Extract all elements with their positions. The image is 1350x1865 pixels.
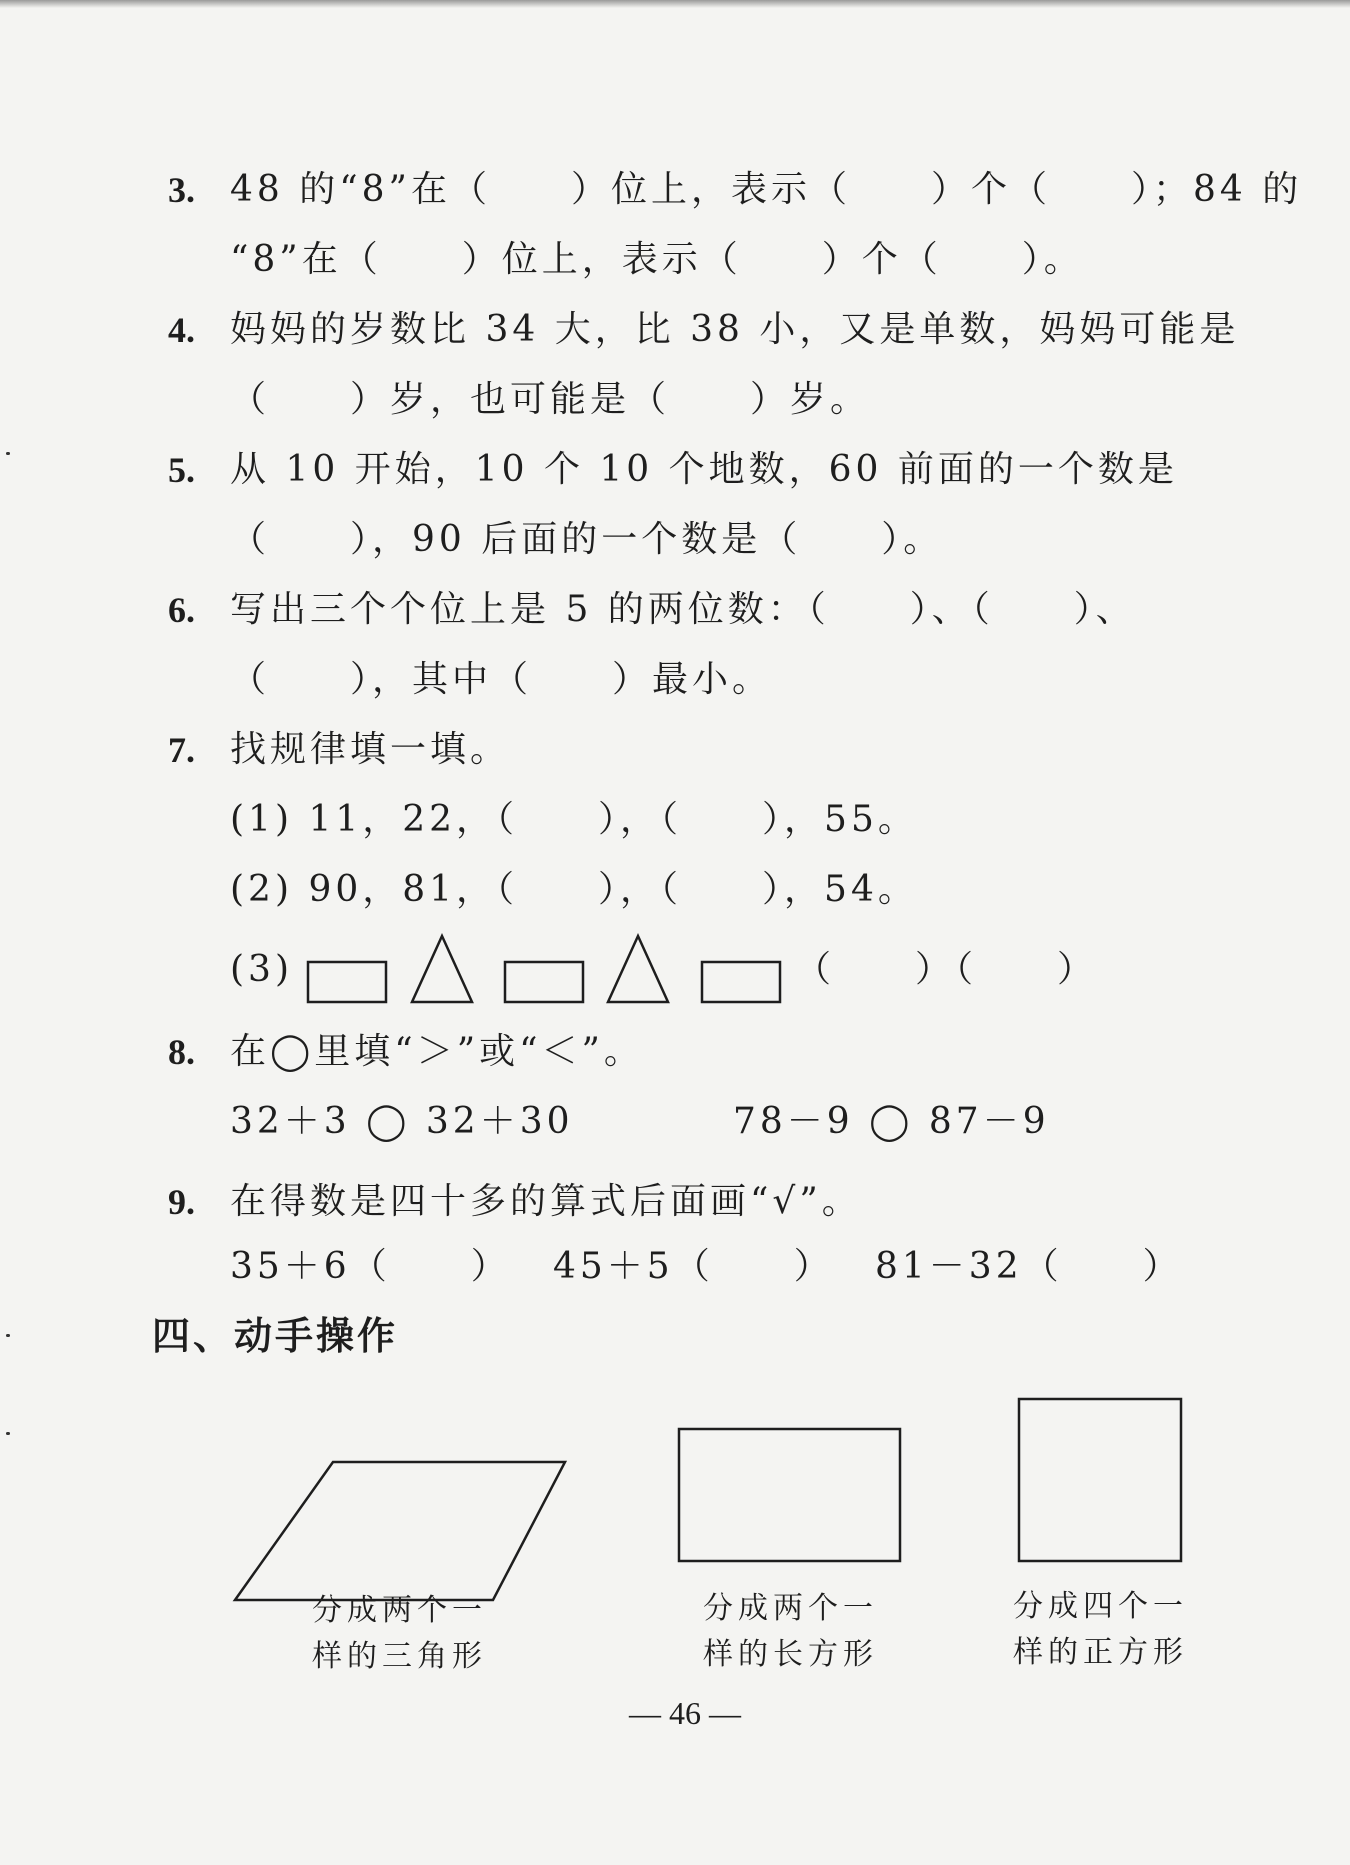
caption-line: 样的三角形: [312, 1639, 487, 1674]
caption-line: 分成四个一: [1013, 1589, 1188, 1624]
triangle-icon: [608, 936, 668, 1002]
question-number: 6.: [168, 590, 195, 630]
parallelogram-figure: [225, 1450, 585, 1610]
scan-top-edge: [0, 0, 1350, 8]
question-line: 找规律填一填。: [230, 729, 511, 770]
question-number: 4.: [168, 310, 195, 350]
question-line: 48 的“8”在（ ）位上，表示（ ）个（ ）；84 的: [230, 169, 1303, 210]
caption-line: 样的正方形: [1013, 1635, 1188, 1670]
question-line: 在◯里填“＞”或“＜”。: [230, 1031, 644, 1072]
expression-item: 45＋5（ ）: [553, 1246, 834, 1287]
question-line: 妈妈的岁数比 34 大，比 38 小，又是单数，妈妈可能是: [230, 309, 1240, 350]
rectangle-icon: [702, 962, 780, 1002]
comparison-item: 32＋3 ◯ 32＋30: [230, 1101, 574, 1142]
question-line: （ ），其中（ ）最小。: [230, 659, 773, 700]
sequence-3-label: (3): [230, 949, 293, 990]
sequence-1: (1) 11，22，（ ），（ ），55。: [230, 799, 918, 840]
question-line: “8”在（ ）位上，表示（ ）个（ ）。: [230, 239, 1084, 280]
caption-line: 分成两个一: [312, 1593, 487, 1628]
question-line: （ ）岁，也可能是（ ）岁。: [230, 379, 871, 420]
question-line: （ ），90 后面的一个数是（ ）。: [230, 519, 944, 560]
rectangle-icon: [308, 962, 386, 1002]
expression-item: 81－32（ ）: [875, 1246, 1183, 1287]
shape-caption: [1013, 1584, 1188, 1676]
rectangle-icon: [505, 962, 583, 1002]
question-line: 写出三个个位上是 5 的两位数：（ ）、（ ）、: [230, 589, 1136, 630]
question-number: 8.: [168, 1032, 195, 1072]
comparison-item: 78－9 ◯ 87－9: [733, 1101, 1050, 1142]
question-number: 7.: [168, 730, 195, 770]
square-figure: [1010, 1390, 1190, 1570]
pattern-answer-blanks: （ ）（ ）: [795, 949, 1098, 990]
shape-pattern: [300, 932, 800, 1006]
question-number: 3.: [168, 170, 195, 210]
caption-line: 样的长方形: [703, 1637, 878, 1672]
scan-speck: [6, 1432, 10, 1435]
page-number: — 46 —: [629, 1695, 741, 1731]
caption-line: 分成两个一: [703, 1591, 878, 1626]
triangle-icon: [412, 936, 472, 1002]
question-number: 9.: [168, 1182, 195, 1222]
shape-caption: [312, 1588, 487, 1680]
question-line: 在得数是四十多的算式后面画“√”。: [230, 1181, 862, 1222]
shape-caption: [703, 1586, 878, 1678]
rectangle-figure: [670, 1420, 910, 1570]
scan-speck: [6, 452, 10, 455]
sequence-2: (2) 90，81，（ ），（ ），54。: [230, 869, 918, 910]
scan-speck: [6, 1334, 10, 1337]
section-title: 四、动手操作: [152, 1314, 399, 1358]
expression-item: 35＋6（ ）: [230, 1246, 511, 1287]
question-line: 从 10 开始，10 个 10 个地数，60 前面的一个数是: [230, 449, 1178, 490]
question-number: 5.: [168, 450, 195, 490]
